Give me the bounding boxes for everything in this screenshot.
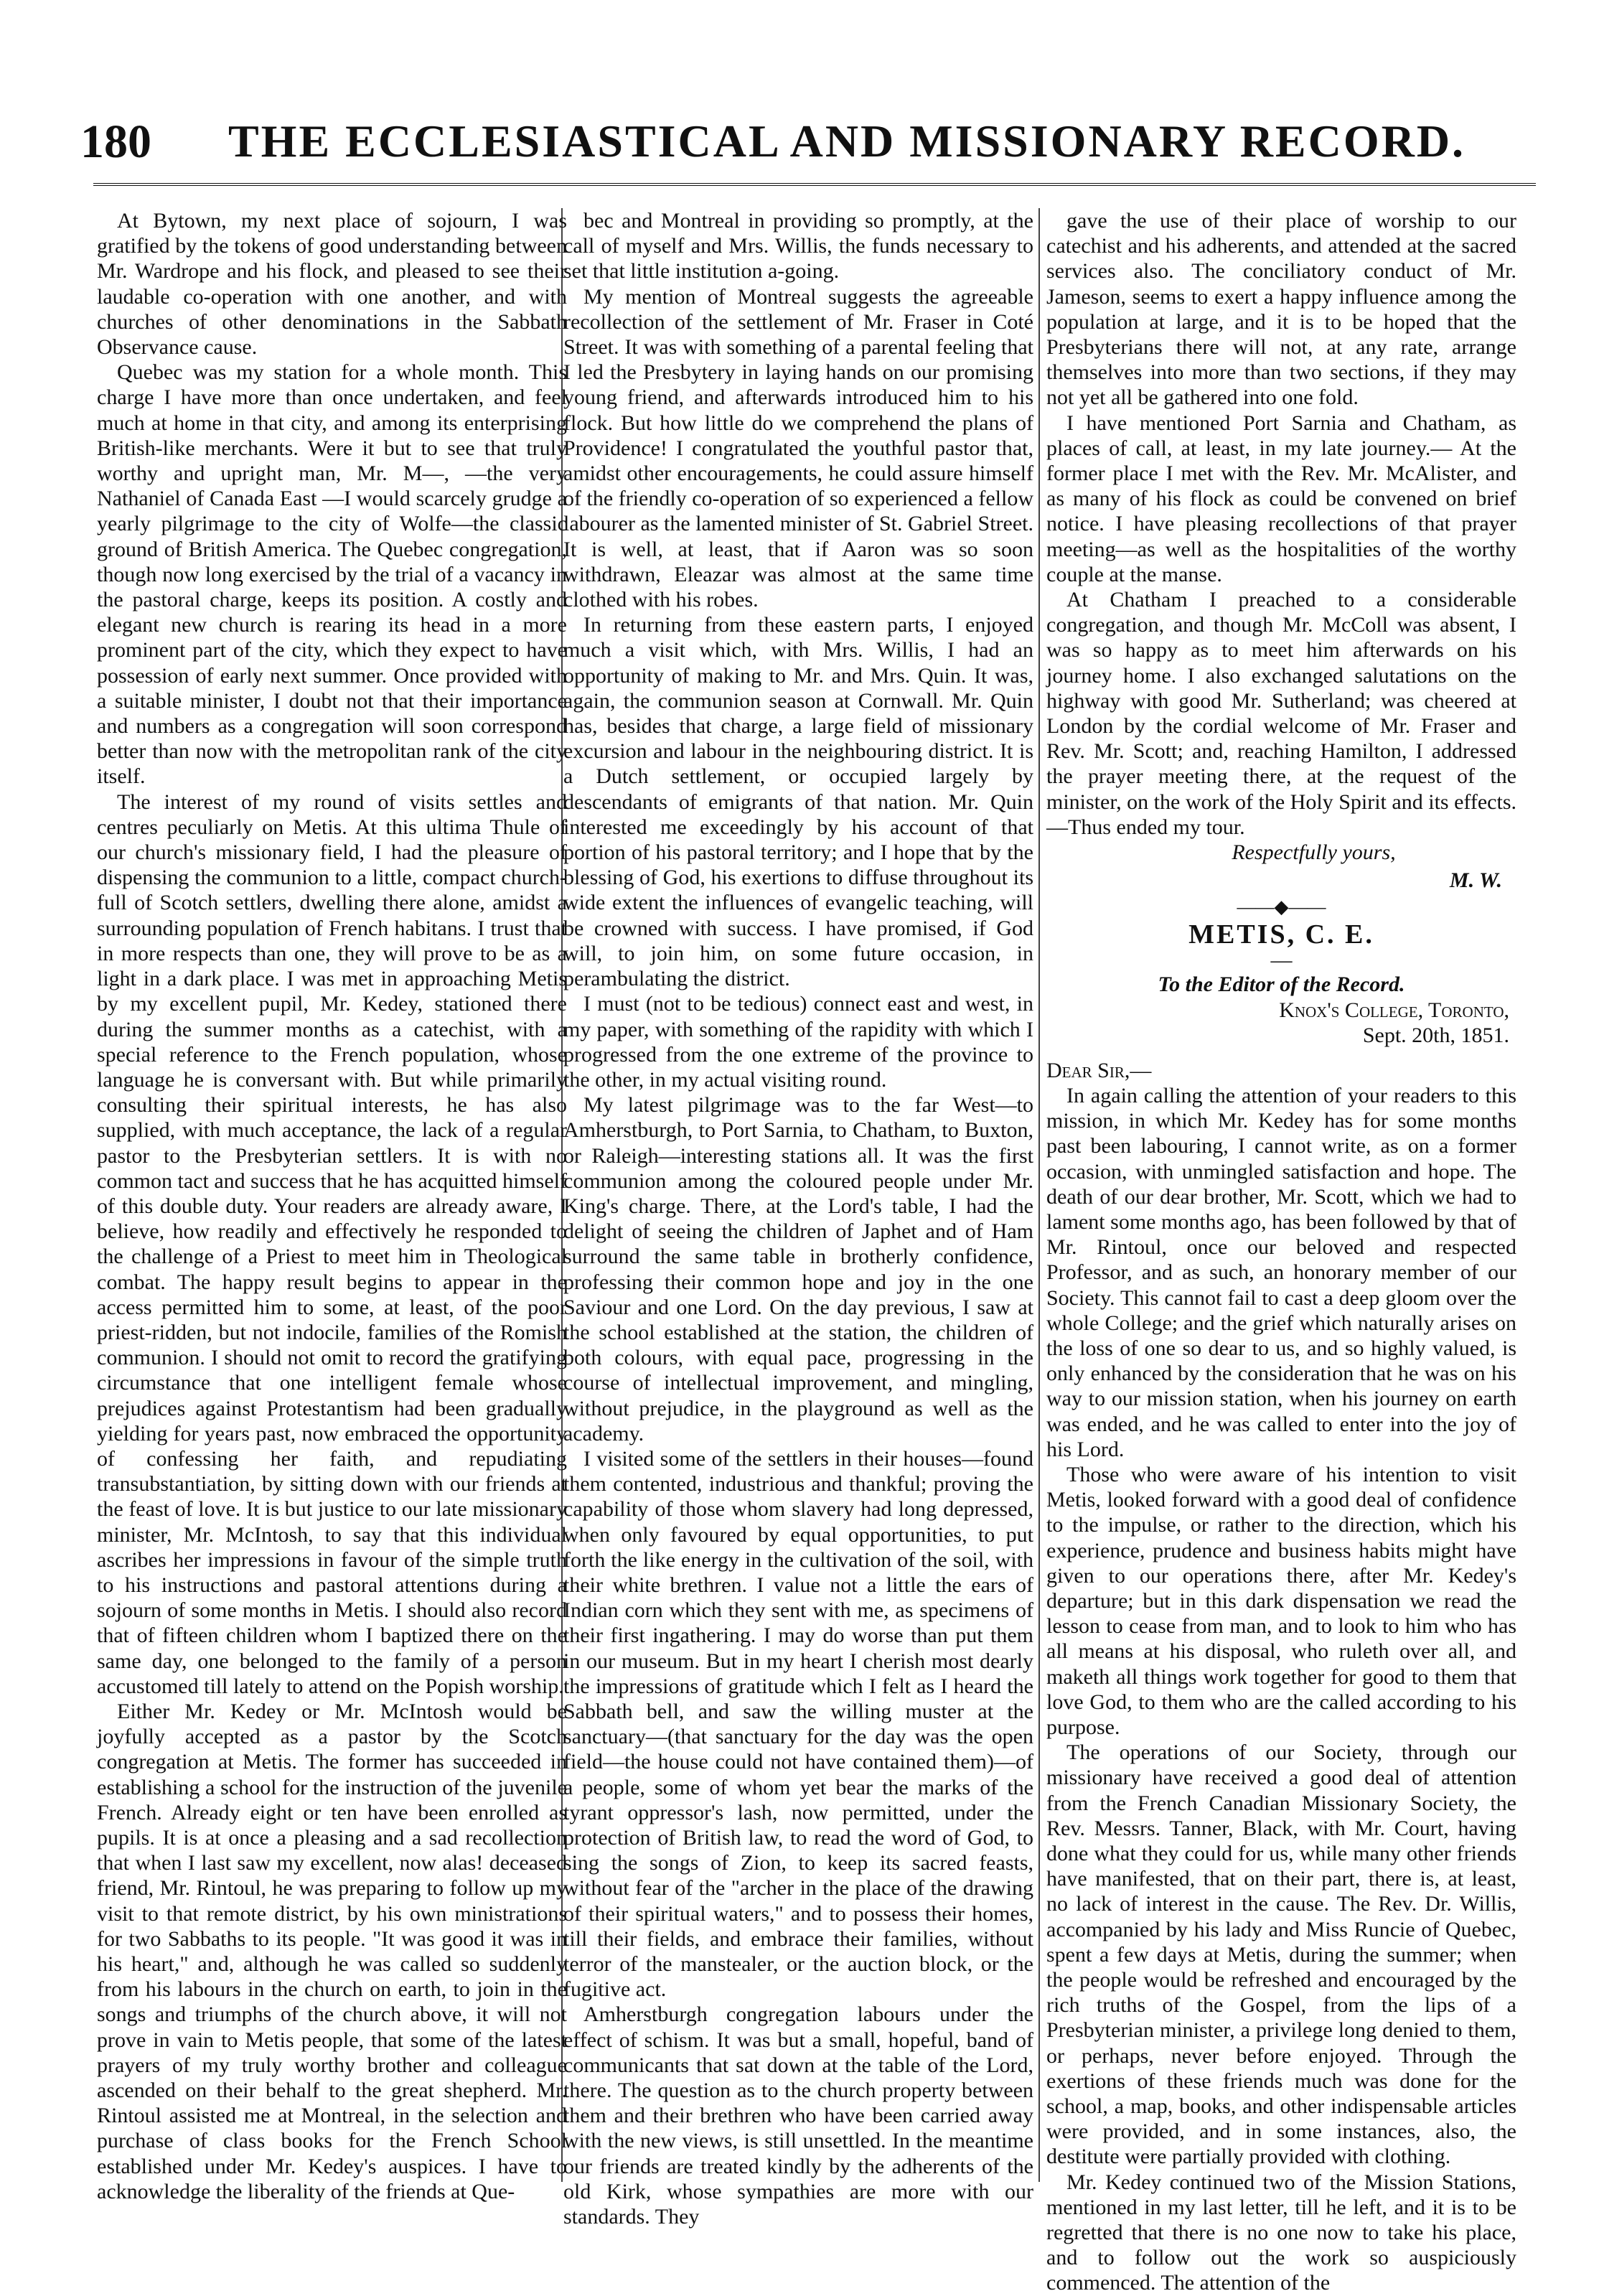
paragraph: The operations of our Society, through our missionary have received a good deal of attention from the French Canadian Missionary Society, the Rev. Messrs. Tanner, Black, with Mr. Court, having done what they could for us, while many other friends have manifested, that on their part, there is, at least, no lack of interest in the cause. The Rev. Dr. Willis, accompanied by his lady and Miss Runcie of Quebec, spent a few days at Metis, during the summer; when the people would be refreshed and encouraged by the rich truths of the Gospel, from the lips of a Presbyterian minister, a privilege long denied to them, or perhaps, never before enjoyed. Through the exertions of these friends much was done for the school, a map, books, and other indispensable articles were provided, and in some instances, also, the destitute were partially provided with clothing. (1046, 1740, 1516, 2169)
column-1 (97, 208, 567, 2203)
paragraph: I visited some of the settlers in their houses—found them contented, industrious and thankful; proving the capability of those whom slavery had long depressed, when only favoured by equal opportunities, to put forth the like energy in the cultivation of the soil, with their white brethren. I value not a little the ears of Indian corn which they sent with me, as specimens of their first ingathering. I may do worse than put them in our museum. But in my heart I cherish most dearly the impressions of gratitude which I felt as I heard the Sabbath bell, and saw the willing muster at the sanctuary—(that sanctuary for the day was the open field—the house could not have contained them)—of a people, some of whom yet bear the marks of the tyrant oppressor's lash, now permitted, under the protection of British law, to read the word of God, to sing the songs of Zion, to keep its sacred feasts, without fear of the "archer in the place of the drawing of their spiritual waters," and to possess their homes, till their fields, and embrace their families, without terror of the manstealer, or the auction block, or the fugitive act. (563, 1446, 1033, 2002)
paragraph: gave the use of their place of worship to our catechist and his adherents, and attended at the sacred services also. The conciliatory conduct of Mr. Jameson, seems to exert a happy influence among the population at large, and it is to be hoped that the Presbyterians there will not, at any rate, arrange themselves into more than two sections, if they may not yet all be gathered into one fold. (1046, 209, 1516, 410)
paragraph: At Chatham I preached to a considerable congregation, and though Mr. McColl was absent, I was so happy as to meet him afterwards on his journey home. I also exchanged salutations on the highway with good Mr. Sutherland; was cheered at London by the cordial welcome of Mr. Fraser and Rev. Mr. Scott; and, reaching Hamilton, I addressed the prayer meeting there, at the request of the minister, on the work of the Holy Spirit and its effects.—Thus ended my tour. (1046, 588, 1516, 839)
paragraph: At Bytown, my next place of sojourn, I was gratified by the tokens of good understanding between Mr. Wardrope and his flock, and pleased to see their laudable co-operation with one another, and with churches of other denominations in the Sabbath Observance cause. (97, 209, 567, 360)
dateline-date: Sept. 20th, 1851. (1362, 1023, 1509, 1047)
paragraph: Amherstburgh congregation labours under the effect of schism. It was but a small, hopeful, band of communicants that sat down at the table of the Lord, there. The question as to the church property between them and their brethren who have been carried away with the new views, is still unsettled. In the meantime our friends are treated kindly by the adherents of the old Kirk, whose sympathies are more with our standards. They (563, 2002, 1033, 2229)
article-title: METIS, C. E. (1188, 919, 1374, 950)
paragraph: My mention of Montreal suggests the agreeable recollection of the settlement of Mr. Fraser in Coté Street. It was with something of a parental feeling that I led the Presbytery in laying hands on our promising young friend, and afterwards introduced him to his flock. But how little do we comprehend the plans of Providence! I congratulated the youthful pastor that, amidst other encouragements, he could assure himself of the friendly co-operation of so experienced a fellow labourer as the lamented minister of St. Gabriel Street. It is well, at least, that if Aaron was so soon withdrawn, Eleazar was almost at the same time clothed with his robes. (563, 284, 1033, 612)
title-dash: — (1270, 948, 1293, 973)
dateline (1046, 998, 1509, 1048)
letter-signature: M. W. (1449, 868, 1502, 893)
letter-signoff: Respectfully yours, (1232, 840, 1396, 865)
paragraph: Quebec was my station for a whole month. This charge I have more than once undertaken, and feel much at home in that city, and among its enterprising British-like merchants. Were it but to see that truly worthy and upright man, Mr. M—, —the very Nathaniel of Canada East —I would scarcely grudge a yearly pilgrimage to the city of Wolfe—the classic ground of British America. The Quebec congregation, though now long exercised by the trial of a vacancy in the pastoral charge, keeps its position. A costly and elegant new church is rearing its head in a more prominent part of the city, which they expect to have possession of early next summer. Once provided with a suitable minister, I doubt not that their importance and numbers as a congregation will soon correspond better than now with the metropolitan rank of the city itself. (97, 360, 567, 789)
to-editor-line: To the Editor of the Record. (1158, 973, 1405, 997)
header-rule (93, 183, 1536, 186)
column-divider (1038, 208, 1040, 2182)
dateline-place: Knox's College, Toronto, (1279, 998, 1509, 1022)
column-2 (563, 208, 1033, 2229)
paragraph: In returning from these eastern parts, I enjoyed much a visit which, with Mrs. Willis, I had an opportunity of making to Mr. and Mrs. Quin. It was, again, the communion season at Cornwall. Mr. Quin has, besides that charge, a large field of missionary excursion and labour in the neighbouring district. It is a Dutch settlement, or occupied largely by descendants of emigrants of that nation. Mr. Quin interested me exceedingly by his account of that portion of his pastoral territory; and I hope that by the blessing of God, his exertions to diffuse throughout its wide extent the influences of evangelic teaching, will be crowned with success. I have promised, if God will, to join him, on some future occasion, in perambulating the district. (563, 613, 1033, 991)
paragraph: The interest of my round of visits settles and centres peculiarly on Metis. At this ultima Thule of our church's missionary field, I had the pleasure of dispensing the communion to a little, compact church-full of Scotch settlers, dwelling there alone, amidst a surrounding population of French habitans. I trust that in more respects than one, they will prove to be as a light in a dark place. I was met in approaching Metis by my excellent pupil, Mr. Kedey, stationed there during the summer months as a catechist, with a special reference to the French population, whose language he is conversant with. But while primarily consulting their spiritual interests, he has also supplied, with much acceptance, the lack of a regular pastor to the Presbyterian settlers. It is with no common tact and success that he has acquitted himself of this double duty. Your readers are already aware, I believe, how readily and effectively he responded to the challenge of a Priest to meet him in Theological combat. The happy result begins to appear in the access permitted him to some, at least, of the poor priest-ridden, but not indocile, families of the Romish communion. I should not omit to record the gratifying circumstance that one intelligent female whose prejudices against Protestantism had been gradually yielding for years past, now embraced the opportunity of confessing her faith, and repudiating transubstantiation, by sitting down with our friends at the feast of love. It is but justice to our late missionary minister, Mr. McIntosh, to say that this individual ascribes her impressions in favour of the simple truth to his instructions and pastoral attentions during a sojourn of some months in Metis. I should also record that of fifteen children whom I baptized there on the same day, one belonged to the family of a person accustomed till lately to attend on the Popish worship. (97, 789, 567, 1698)
page-header (72, 108, 1536, 176)
paragraph: bec and Montreal in providing so promptly, at the call of myself and Mrs. Willis, the funds necessary to set that little institution a-going. (563, 209, 1033, 284)
paragraph: I have mentioned Port Sarnia and Chatham, as places of call, at least, in my late journey.— At the former place I met with the Rev. Mr. McAlister, and as many of his flock as could be convened on brief notice. I have pleasing recollections of that prayer meeting—as well as the hospitalities of the worthy couple at the manse. (1046, 411, 1516, 586)
running-title: THE ECCLESIASTICAL AND MISSIONARY RECORD. (228, 116, 1466, 167)
paragraph: I must (not to be tedious) connect east and west, in my paper, with something of the rapidity with which I progressed from the one extreme of the province to the other, in my actual visiting round. (563, 992, 1033, 1092)
salutation: Dear Sir,— (1046, 1058, 1152, 1082)
paragraph: My latest pilgrimage was to the far West—to Amherstburgh, to Port Sarnia, to Chatham, to Buxton, or Raleigh—interesting stations all. It was the first communion among the coloured people under Mr. King's charge. There, at the Lord's table, I had the delight of seeing the children of Japhet and of Ham surround the same table in brotherly confidence, professing their common hope and joy in the one Saviour and one Lord. On the day previous, I saw at the school established at the station, the children of both colours, with equal pace, progressing in the course of intellectual improvement, and mingling, without prejudice, in the playground as well as the academy. (563, 1093, 1033, 1445)
paragraph: Those who were aware of his intention to visit Metis, looked forward with a good deal of confidence to the impulse, or rather to the direction, which his experience, prudence and business habits might have given to our operations there, after Mr. Kedey's departure; but in this dark dispensation we read the lesson to cease from man, and to look to him who has all means at his disposal, who ruleth over all, and maketh all things work together for good to them that love God, to them who are the called according to his purpose. (1046, 1462, 1516, 1739)
page-number: 180 (80, 116, 151, 168)
paragraph: In again calling the attention of your readers to this mission, in which Mr. Kedey has for some months past been labouring, I cannot write, as on a former occasion, with unmingled satisfaction and hope. The death of our dear brother, Mr. Scott, which we had to lament some months ago, has been followed by that of Mr. Rintoul, once our beloved and respected Professor, and as such, an honorary member of our Society. This cannot fail to cast a deep gloom over the whole College; and the grief which naturally arises on the loss of one so dear to us, and so highly valued, is only enhanced by the consideration that he was on his way to our mission station, when his journey on earth was ended, and he was called to enter into the joy of his Lord. (1046, 1083, 1516, 1461)
paragraph: Either Mr. Kedey or Mr. McIntosh would be joyfully accepted as a pastor by the Scotch congregation at Metis. The former has succeeded in establishing a school for the instruction of the juvenile French. Already eight or ten have been enrolled as pupils. It is at once a pleasing and a sad recollection that when I last saw my excellent, now alas! deceased friend, Mr. Rintoul, he was preparing to follow up my visit to that remote district, by his own ministrations for two Sabbaths to its people. "It was good it was in his heart," and, although he was called so suddenly from his labours in the church on earth, to join in the songs and triumphs of the church above, it will not prove in vain to Metis people, that some of the latest prayers of my truly worthy brother and colleague ascended on their behalf to the great shepherd. Mr. Rintoul assisted me at Montreal, in the selection and purchase of class books for the French School established under Mr. Kedey's auspices. I have to acknowledge the liberality of the friends at Que- (97, 1699, 567, 2203)
section-divider: ——◆—— (1237, 896, 1326, 918)
paragraph: Mr. Kedey continued two of the Mission Stations, mentioned in my last letter, till he left, and it is to be regretted that there is no one now to take his place, and to follow out the work so auspiciously commenced. The attention of the (1046, 2170, 1516, 2295)
column-3 (1046, 208, 1516, 2295)
